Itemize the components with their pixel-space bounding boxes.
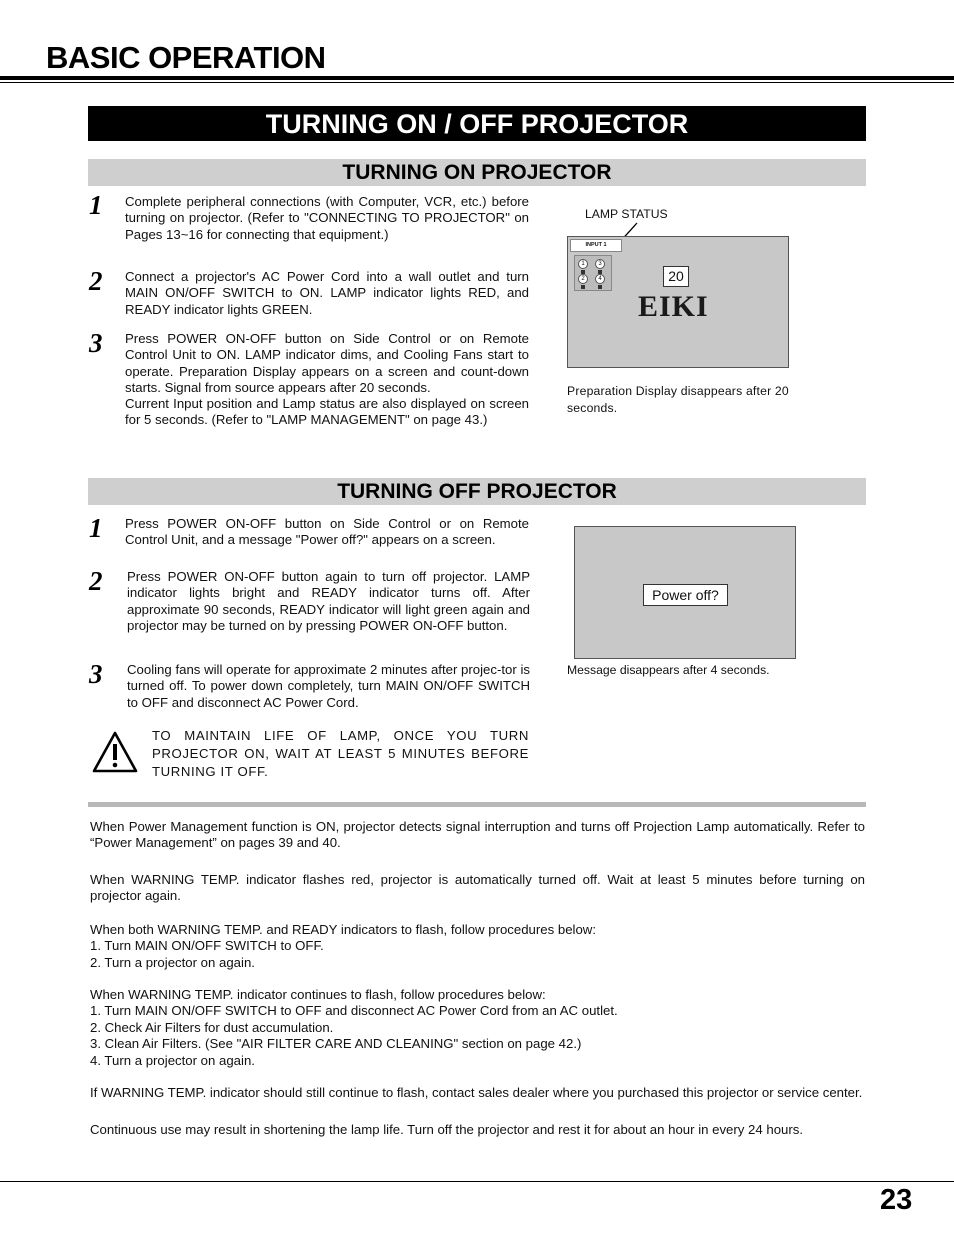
on-step-3-text-a: Press POWER ON-OFF button on Side Control or on Remote Control Unit to ON. LAMP indicator dims, and Cooling Fans start to operate. Preparation Display appears on a screen and count-down starts. Signal from source appears after 20 seconds. — [125, 331, 529, 395]
on-step-2-number: 2 — [89, 266, 103, 296]
note-both-intro: When both WARNING TEMP. and READY indicators to flash, follow procedures below: — [90, 922, 596, 937]
on-step-3-text — [125, 331, 529, 429]
lamp-indicator-1 — [578, 259, 588, 272]
power-off-message: Power off? — [643, 584, 728, 606]
note-continuous-use: Continuous use may result in shortening the lamp life. Turn off the projector and rest it for about an hour in every 24 hours. — [90, 1122, 804, 1137]
lamp-indicator-3 — [595, 259, 605, 272]
lamp-circle-icon — [595, 274, 605, 284]
note-contact-dealer: If WARNING TEMP. indicator should still continue to flash, contact sales dealer where you purchased this projector or service center. — [90, 1085, 863, 1100]
lamp-indicator-2 — [578, 274, 588, 287]
on-step-3-text-b: Current Input position and Lamp status are also displayed on screen for 5 seconds. (Refer to "LAMP MANAGEMENT" on page 43.) — [125, 396, 529, 428]
off-step-3-number: 3 — [89, 659, 103, 689]
on-step-1-number: 1 — [89, 190, 103, 220]
note-both-item: 2. Turn a projector on again. — [90, 954, 255, 970]
off-step-1-number: 1 — [89, 513, 103, 543]
note-continues-item: 1. Turn MAIN ON/OFF SWITCH to OFF and disconnect AC Power Cord from an AC outlet. — [90, 1003, 618, 1019]
lamp-bulb-icon — [581, 285, 585, 289]
on-step-1-text: Complete peripheral connections (with Computer, VCR, etc.) before turning on projector. (Refer to "CONNECTING TO PROJECTOR" on Pages 13~16 for connecting that equipment.) — [125, 194, 529, 242]
eiki-logo: EIKI — [638, 290, 709, 323]
note-both-indicators — [90, 922, 865, 971]
section-heading-turning-off: TURNING OFF PROJECTOR — [88, 478, 866, 505]
section-heading-turning-on: TURNING ON PROJECTOR — [88, 159, 866, 186]
lamp-circle-icon — [578, 274, 588, 284]
note-both-item: 1. Turn MAIN ON/OFF SWITCH to OFF. — [90, 938, 324, 954]
main-title: TURNING ON / OFF PROJECTOR — [88, 106, 866, 141]
note-continues-item: 3. Clean Air Filters. (See "AIR FILTER CARE AND CLEANING" section on page 42.) — [90, 1036, 582, 1052]
lamp-status-panel — [574, 255, 612, 291]
page-number: 23 — [880, 1184, 913, 1216]
lamp-number-4: 4 — [598, 276, 602, 282]
warning-triangle-icon — [92, 731, 138, 773]
off-step-2-text: Press POWER ON-OFF button again to turn off projector. LAMP indicator lights bright and READY indicator turns off. After approximate 90 seconds, READY indicator will light green again and projector may be turned on by pressing POWER ON-OFF button. — [127, 569, 530, 633]
lamp-number-3: 3 — [598, 261, 602, 267]
header-rule-thin — [0, 82, 954, 83]
countdown-box: 20 — [663, 266, 689, 287]
preparation-display-screen — [567, 236, 789, 368]
header-rule — [0, 76, 954, 80]
off-step-2-number: 2 — [89, 566, 103, 596]
footer-rule — [0, 1181, 954, 1182]
lamp-indicator-4 — [595, 274, 605, 287]
section-divider — [88, 802, 866, 807]
on-step-3-number: 3 — [89, 328, 103, 358]
lamp-status-label: LAMP STATUS — [585, 207, 668, 221]
note-continues-item: 4. Turn a projector on again. — [90, 1052, 255, 1068]
lamp-number-2: 2 — [581, 276, 585, 282]
input-label: INPUT 1 — [570, 239, 622, 252]
page-header-title: BASIC OPERATION — [46, 40, 326, 75]
off-step-3-text: Cooling fans will operate for approximate 2 minutes after projec-tor is turned off. To power down completely, turn MAIN ON/OFF SWITCH to OFF and disconnect AC Power Cord. — [127, 662, 530, 710]
note-continues-intro: When WARNING TEMP. indicator continues to flash, follow procedures below: — [90, 987, 546, 1002]
note-continues-flash — [90, 987, 865, 1069]
lamp-number-1: 1 — [581, 261, 585, 267]
power-off-screen — [574, 526, 796, 659]
lamp-circle-icon — [578, 259, 588, 269]
lamp-bulb-icon — [598, 285, 602, 289]
on-step-2-text: Connect a projector's AC Power Cord into a wall outlet and turn MAIN ON/OFF SWITCH to ON. LAMP indicator lights RED, and READY indicator lights GREEN. — [125, 269, 529, 317]
lamp-circle-icon — [595, 259, 605, 269]
power-off-caption: Message disappears after 4 seconds. — [567, 663, 770, 677]
off-step-1-text: Press POWER ON-OFF button on Side Control or on Remote Control Unit, and a message "Power off?" appears on a screen. — [125, 516, 529, 548]
note-continues-item: 2. Check Air Filters for dust accumulation. — [90, 1019, 334, 1035]
note-warning-temp: When WARNING TEMP. indicator flashes red, projector is automatically turned off. Wait at least 5 minutes before turning on projector again. — [90, 872, 865, 904]
preparation-display-caption: Preparation Display disappears after 20 seconds. — [567, 384, 789, 415]
warning-text: TO MAINTAIN LIFE OF LAMP, ONCE YOU TURN PROJECTOR ON, WAIT AT LEAST 5 MINUTES BEFORE TURNING IT OFF. — [152, 728, 529, 779]
note-power-management: When Power Management function is ON, projector detects signal interruption and turns off Projection Lamp automatically. Refer to “Power Management” on pages 39 and 40. — [90, 819, 865, 851]
